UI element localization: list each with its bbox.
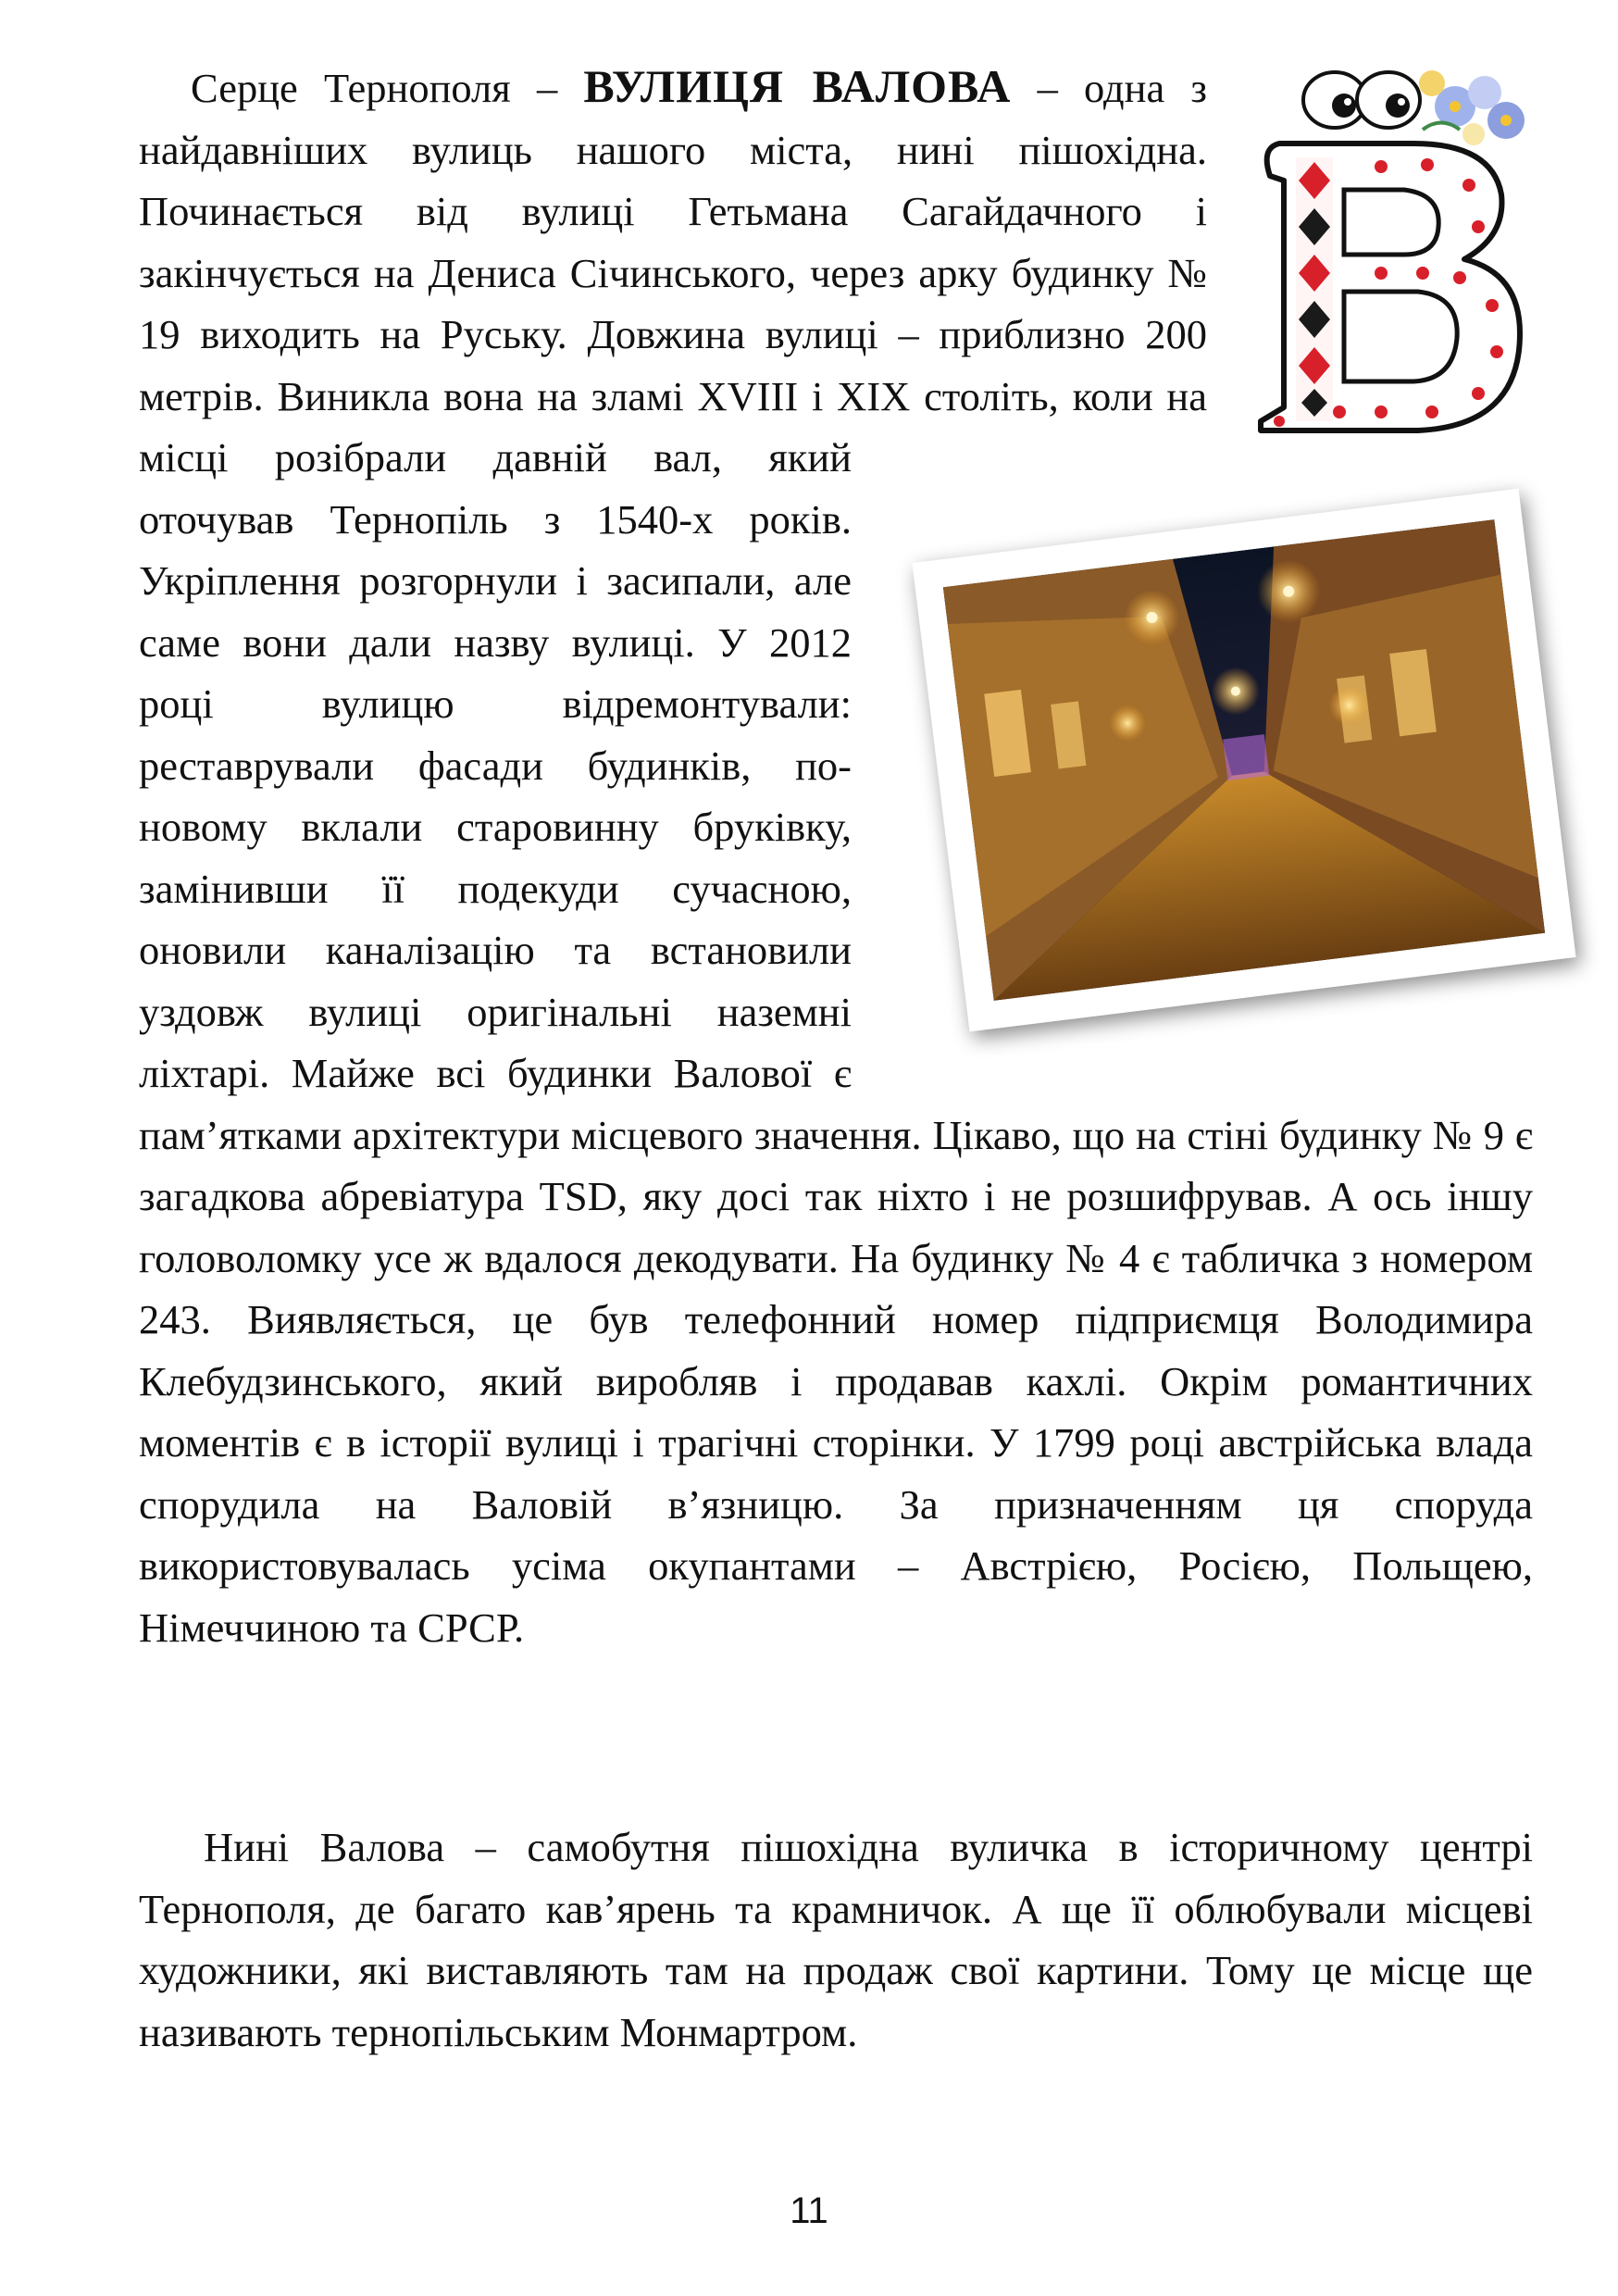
closing-paragraph-block <box>139 1816 1533 2063</box>
photo-frame <box>912 489 1575 1032</box>
street-photo-polaroid <box>889 459 1555 1052</box>
embroidery-pattern <box>1296 157 1333 421</box>
googly-eyes-icon <box>1303 72 1420 128</box>
paragraph-1: Серце Тернополя – ВУЛИЦЯ ВАЛОВА – одна з найдавніших вулиць нашого міста, нині пішохідна. Починається від вулиці Гетьмана Сагайдачного і закінчується на Дениса Січинського, через арку будинку № 19 виходить на Руську. Довжина вулиці – приблизно 200 метрів. Виникла вона на зламі XVIII і XIX століть, коли на місці розібрали давній вал, який оточував Тернопіль з 1540-х років. Укріплення розгорнули і засипали, але саме вони дали назву вулиці. У 2012 році вулицю відремонтували: реставрували фасади будинків, по-новому вклали старовинну бруківку, замінивши її подекуди сучасною, оновили каналізацію та встановили уздовж вулиці оригінальні наземні ліхтарі. Майже всі будинки Валової є пам’ятками архітектури місцевого значення. Цікаво, що на стіні будинку № 9 є загадкова абревіатура TSD, яку досі так ніхто і не розшифрував. А ось іншу головоломку усе ж вдалося декодувати. На будинку № 4 є табличка з номером 243. Виявляється, це був телефонний номер підприємця Володимира Клебудзинського, який виробляв і продавав кахлі. Окрім романтичних моментів є в історії вулиці і трагічні сторінки. У 1799 році австрійська влада спорудила на Валовій в’язницю. За призначенням ця споруда використовувалась усіма окупантами – Австрією, Росією, Польщею, Німеччиною та СРСР. <box>139 60 1533 1651</box>
decorative-letter-v-illustration <box>1242 56 1538 444</box>
street-name-bold: ВУЛИЦЯ ВАЛОВА <box>583 60 1012 112</box>
flower-bouquet-icon <box>1419 70 1525 145</box>
paragraph-2: Нині Валова – самобутня пішохідна вуличка в історичному центрі Тернополя, де багато кав’ярень та крамничок. А ще її облюбували місцеві художники, які виставляють там на продаж свої картини. Тому це місце ще називають тернопільським Монмартром. <box>139 1824 1533 2055</box>
page-number: 11 <box>790 2190 828 2231</box>
main-paragraph-block <box>139 56 1533 1658</box>
embroidered-letter-icon <box>1242 56 1538 444</box>
night-street-photo <box>943 519 1545 1001</box>
